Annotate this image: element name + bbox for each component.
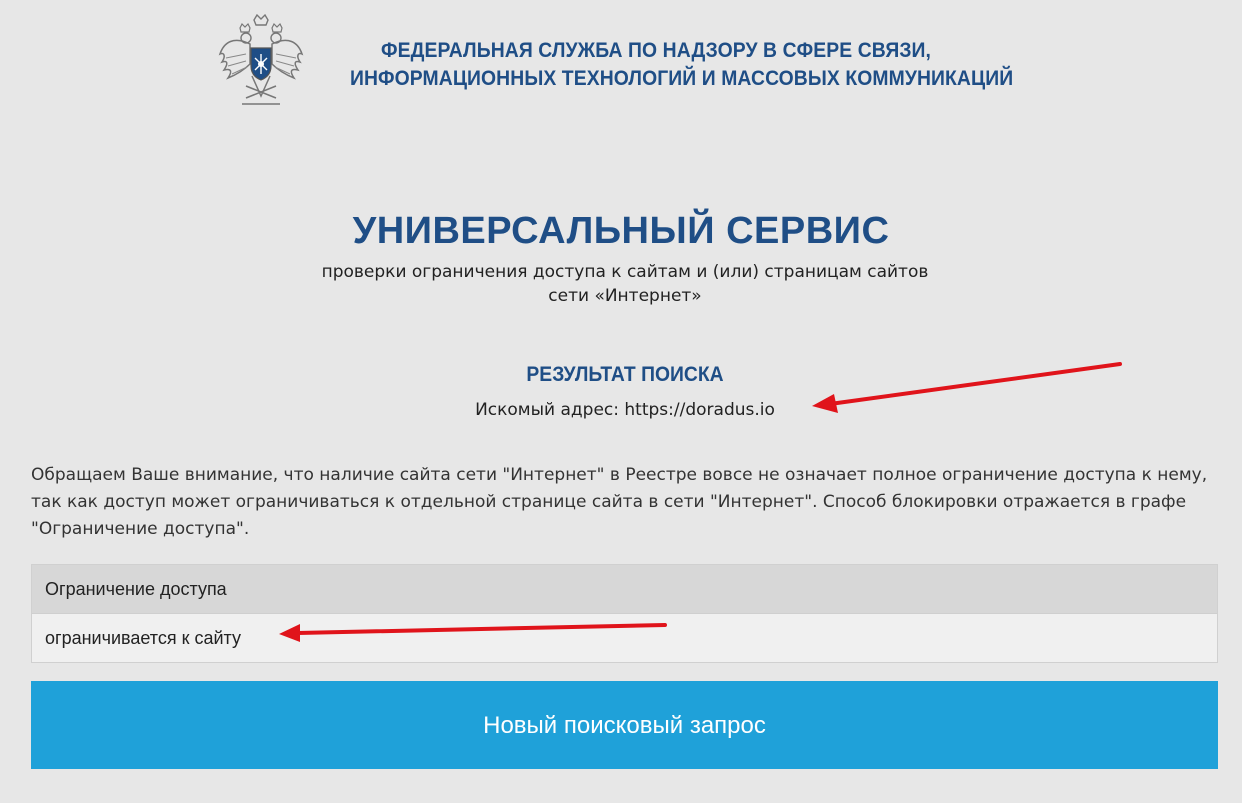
- notice-text: Обращаем Ваше внимание, что наличие сайта сети "Интернет" в Реестре вовсе не означает полное ограничение доступа к нему, так как доступ может ограничиваться к отдельной странице сайта в сети "Интернет". Способ блокировки отражается в графе "Ограничение доступа".: [31, 465, 1208, 539]
- service-subtitle-line1: проверки ограничения доступа к сайтам и (или) страницам сайтов: [321, 262, 929, 282]
- service-subtitle: [0, 260, 1242, 308]
- result-title: РЕЗУЛЬТАТ ПОИСКА: [526, 363, 724, 386]
- agency-name-line1: ФЕДЕРАЛЬНАЯ СЛУЖБА ПО НАДЗОРУ В СФЕРЕ СВЯЗИ,: [380, 38, 932, 62]
- agency-name-line2: ИНФОРМАЦИОННЫХ ТЕХНОЛОГИЙ И МАССОВЫХ КОММУНИКАЦИЙ: [350, 66, 1014, 90]
- table-cell-restriction-value: ограничивается к сайту: [32, 614, 1217, 662]
- result-table: [31, 564, 1218, 663]
- search-address: Искомый адрес: https://doradus.io: [475, 400, 775, 420]
- agency-name: [350, 36, 1014, 92]
- new-search-button[interactable]: Новый поисковый запрос: [31, 681, 1218, 769]
- coat-of-arms-icon: [216, 14, 306, 112]
- service-title: УНИВЕРСАЛЬНЫЙ СЕРВИС: [352, 210, 890, 252]
- table-header-access-restriction: Ограничение доступа: [32, 565, 1217, 614]
- service-subtitle-line2: сети «Интернет»: [548, 286, 702, 306]
- page-header: [216, 14, 1014, 114]
